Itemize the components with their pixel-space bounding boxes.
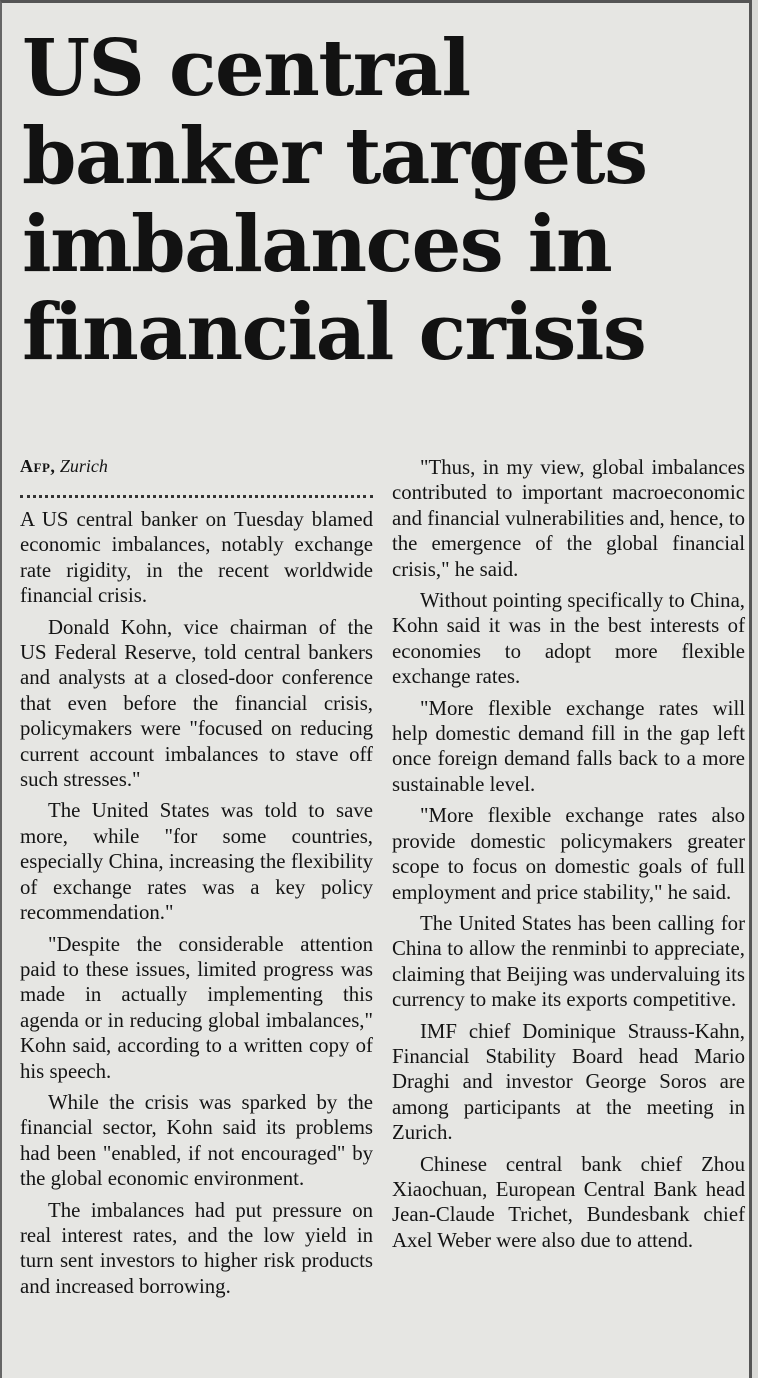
headline-line: US central (22, 23, 470, 114)
article-paragraph: "Thus, in my view, global imbalances contributed to important macroeconomic and financial vulnerabilities and, hence, to the emergence of the global financial crisis," he said. (392, 456, 745, 581)
byline-place: Zurich (59, 456, 108, 476)
article-paragraph: A US central banker on Tuesday blamed economic imbalances, notably exchange rate rigidity, in the recent worldwide financial crisis. (20, 508, 373, 608)
headline (22, 25, 742, 377)
byline-agency: Afp, (20, 456, 56, 476)
article-paragraph: IMF chief Dominique Strauss-Kahn, Financial Stability Board head Mario Draghi and investor George Soros are among participants at the meeting in Zurich. (392, 1019, 745, 1145)
article-column-left (20, 453, 373, 1305)
headline-line: banker targets (22, 111, 647, 202)
article-paragraph: Donald Kohn, vice chairman of the US Federal Reserve, told central bankers and analysts at a closed-door conference that even before the financial crisis, policymakers were "focused on reducing current account imbalances to stave off such stresses." (20, 615, 373, 792)
article-paragraph: While the crisis was sparked by the financial sector, Kohn said its problems had been "enabled, if not encouraged" by the global economic environment. (20, 1090, 373, 1191)
headline-line: financial crisis (22, 287, 646, 378)
headline-line: imbalances in (22, 199, 612, 290)
dotted-divider (20, 495, 373, 498)
article-paragraph: "More flexible exchange rates also provide domestic policymakers greater scope to focus on domestic goals of full employment and price stability," he said. (392, 804, 745, 904)
article-paragraph: "Despite the considerable attention paid to these issues, limited progress was made in actually implementing this agenda or in reducing global imbalances," Kohn said, according to a written copy of his speech. (20, 932, 373, 1083)
article-paragraph: The United States has been calling for China to allow the renminbi to appreciate, claiming that Beijing was undervaluing its currency to make its exports competitive. (392, 911, 745, 1012)
byline (20, 453, 373, 479)
article-paragraph: "More flexible exchange rates will help domestic demand fill in the gap left once foreign demand falls back to a more sustainable level. (392, 696, 745, 796)
article-paragraph: Without pointing specifically to China, Kohn said it was in the best interests of economies to adopt more flexible exchange rates. (392, 589, 745, 689)
article-column-right (392, 455, 745, 1259)
article-paragraph: Chinese central bank chief Zhou Xiaochuan, European Central Bank head Jean-Claude Trichet, Bundesbank chief Axel Weber were also due to attend. (392, 1152, 745, 1252)
article-paragraph: The United States was told to save more, while "for some countries, especially China, increasing the flexibility of exchange rates was a key policy recommendation." (20, 799, 373, 925)
article-paragraph: The imbalances had put pressure on real interest rates, and the low yield in turn sent investors to higher risk products and increased borrowing. (20, 1198, 373, 1298)
